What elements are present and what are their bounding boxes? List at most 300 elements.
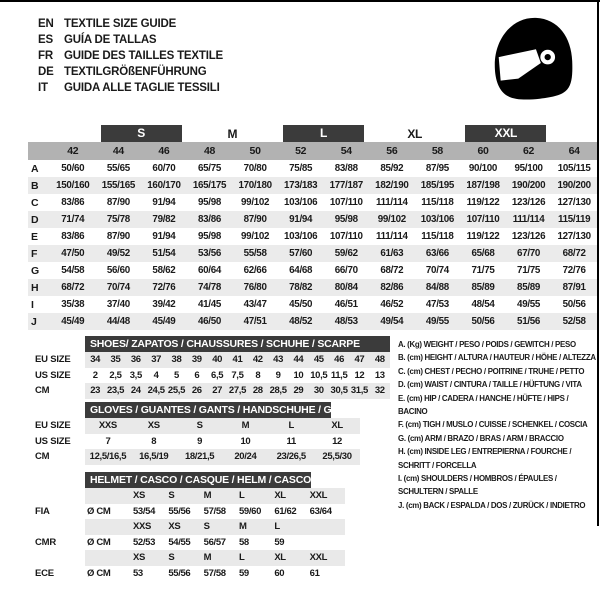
- language-row: [38, 80, 223, 96]
- textile-cell: 95/98: [334, 214, 358, 225]
- textile-size-table: [28, 125, 597, 330]
- textile-cell: 51/54: [152, 248, 176, 259]
- textile-column-header: 56: [386, 145, 398, 157]
- textile-column-header: 54: [340, 145, 352, 157]
- helmet-rows: [85, 488, 345, 581]
- helmet-size-value: 61: [309, 567, 320, 579]
- legend-item: E. (cm) HIP / CADERA / HANCHE / HÜFTE / HIPS / BACINO: [398, 393, 569, 417]
- shoes-size-cell: 27: [212, 385, 223, 397]
- language-code: IT: [38, 82, 48, 94]
- textile-cell: 46/51: [334, 299, 358, 310]
- textile-cell: 82/86: [380, 282, 404, 293]
- helmet-size-value: 56/57: [203, 536, 226, 548]
- textile-cell: 173/183: [284, 180, 318, 191]
- helmet-size-value: 60: [274, 567, 285, 579]
- helmet-size-value: 52/53: [133, 536, 156, 548]
- shoes-size-cell: 40: [212, 354, 223, 366]
- helmet-size-value: 54/55: [168, 536, 191, 548]
- textile-cell: 60/70: [152, 163, 176, 174]
- shoes-size-row: [85, 352, 390, 368]
- shoes-size-cell: 10,5: [310, 369, 328, 381]
- gloves-size-cell: S: [196, 420, 203, 432]
- size-group-xl: XL: [407, 126, 423, 141]
- textile-cell: 83/86: [61, 197, 85, 208]
- textile-cell: 111/114: [375, 231, 408, 242]
- textile-cell: 75/78: [106, 214, 130, 225]
- textile-cell: 91/94: [152, 197, 176, 208]
- textile-cell: 51/56: [517, 316, 541, 327]
- gloves-size-cell: XXS: [98, 420, 117, 432]
- legend-item: C. (cm) CHEST / PECHO / POITRINE / TRUHE / PETTO: [398, 366, 585, 376]
- textile-cell: 49/55: [425, 316, 449, 327]
- textile-row-j: [28, 313, 597, 330]
- helmet-size-header: S: [168, 490, 175, 502]
- textile-cell: 85/89: [517, 282, 541, 293]
- textile-row-b: [28, 177, 597, 194]
- shoes-size-cell: 35: [110, 354, 121, 366]
- helmet-size-value: 59: [274, 536, 285, 548]
- textile-cell: 63/66: [425, 248, 449, 259]
- language-row: [38, 16, 223, 32]
- textile-cell: 58/62: [152, 265, 176, 276]
- textile-row-label: I: [31, 298, 34, 311]
- textile-cell: 177/187: [329, 180, 363, 191]
- gloves-size-cell: 11: [286, 435, 296, 447]
- shoes-size-cell: 44: [293, 354, 304, 366]
- textile-cell: 127/130: [557, 197, 591, 208]
- gloves-size-cell: 20/24: [234, 451, 257, 463]
- shoes-size-cell: 3,5: [129, 369, 142, 381]
- textile-cell: 78/82: [289, 282, 313, 293]
- textile-cell: 71/75: [517, 265, 541, 276]
- shoes-size-cell: 26: [191, 385, 202, 397]
- textile-cell: 91/94: [289, 214, 313, 225]
- textile-cell: 87/90: [106, 197, 130, 208]
- textile-cell: 72/76: [562, 265, 586, 276]
- gloves-size-row: [85, 434, 360, 450]
- textile-cell: 50/60: [61, 163, 85, 174]
- size-group-xxl: [460, 125, 551, 142]
- textile-cell: 49/55: [517, 299, 541, 310]
- helmet-title: HELMET / CASCO / CASQUE / HELM / CASCO: [85, 472, 311, 488]
- language-row: [38, 48, 223, 64]
- textile-cell: 99/102: [241, 197, 270, 208]
- shoes-size-cell: 9: [275, 369, 281, 381]
- helmet-size-header: M: [203, 552, 212, 564]
- textile-cell: 70/74: [425, 265, 449, 276]
- shoes-size-cell: 12: [354, 369, 365, 381]
- textile-cell: 85/92: [380, 163, 404, 174]
- textile-column-header: 62: [523, 145, 535, 157]
- helmet-size-header: L: [238, 490, 245, 502]
- standard-label-fia: FIA: [35, 505, 50, 517]
- textile-cell: 107/110: [329, 197, 363, 208]
- shoes-rows: [85, 352, 390, 399]
- size-group-bar: L: [283, 125, 364, 142]
- helmet-size-value: 53: [133, 567, 143, 579]
- language-row: [38, 32, 223, 48]
- shoes-size-cell: 43: [273, 354, 284, 366]
- textile-cell: 119/122: [466, 197, 500, 208]
- gloves-size-cell: 12: [332, 435, 342, 447]
- gloves-size-cell: 18/21,5: [184, 451, 215, 463]
- legend-item: G. (cm) ARM / BRAZO / BRAS / ARM / BRACCIO: [398, 433, 564, 443]
- textile-cell: 111/114: [375, 197, 408, 208]
- textile-cell: 53/56: [198, 248, 222, 259]
- helmet-size-value: 55/56: [168, 505, 191, 517]
- helmet-size-header: XS: [133, 552, 145, 564]
- gloves-title: GLOVES / GUANTES / GANTS / HANDSCHUHE / GUANTI: [85, 402, 331, 418]
- textile-cell: 105/115: [557, 163, 591, 174]
- textile-row-i: [28, 296, 597, 313]
- helmet-size-value: 59/60: [238, 505, 262, 517]
- textile-row-e: [28, 228, 597, 245]
- textile-cell: 83/88: [334, 163, 358, 174]
- textile-row-d: [28, 211, 597, 228]
- textile-cell: 87/90: [243, 214, 267, 225]
- textile-cell: 115/118: [421, 197, 454, 208]
- gloves-rows: [85, 418, 360, 465]
- textile-cell: 75/85: [289, 163, 313, 174]
- textile-group-row: [28, 125, 597, 142]
- textile-cell: 160/170: [147, 180, 181, 191]
- helmet-value-row: [85, 504, 345, 520]
- textile-cell: 115/119: [558, 214, 591, 225]
- size-group-m: M: [227, 126, 238, 141]
- textile-cell: 46/50: [198, 316, 222, 327]
- textile-cell: 60/64: [198, 265, 222, 276]
- textile-cell: 95/98: [198, 231, 222, 242]
- textile-cell: 187/198: [466, 180, 500, 191]
- helmet-size-value: 53/54: [133, 505, 156, 517]
- gloves-size-row: [85, 418, 360, 434]
- textile-row-h: [28, 279, 597, 296]
- shoes-size-cell: 11,5: [330, 369, 348, 381]
- gloves-size-cell: 12,5/16,5: [89, 451, 127, 463]
- helmet-value-row: [85, 566, 345, 582]
- helmet-size-value: 61/62: [274, 505, 297, 517]
- textile-cell: 48/53: [334, 316, 358, 327]
- size-group-bar: XXL: [465, 125, 546, 142]
- textile-row-label: D: [31, 213, 39, 226]
- textile-cell: 83/86: [198, 214, 222, 225]
- textile-cell: 39/42: [152, 299, 176, 310]
- gloves-size-row: [85, 449, 360, 465]
- helmet-table: [85, 472, 345, 581]
- shoes-table: [85, 336, 390, 399]
- textile-cell: 65/68: [471, 248, 495, 259]
- gloves-size-cell: 10: [240, 435, 251, 447]
- textile-row-f: [28, 245, 597, 262]
- gloves-size-cell: 8: [151, 435, 157, 447]
- shoes-size-cell: 45: [313, 354, 324, 366]
- textile-cell: 35/38: [61, 299, 85, 310]
- diameter-unit-label: Ø CM: [87, 567, 111, 579]
- textile-cell: 47/51: [243, 316, 267, 327]
- shoes-title: SHOES/ ZAPATOS / CHAUSSURES / SCHUHE / SCARPE: [85, 336, 390, 352]
- shoes-size-cell: 30,5: [330, 385, 348, 397]
- textile-cell: 41/45: [198, 299, 222, 310]
- gloves-size-cell: XL: [331, 420, 343, 432]
- legend-item: J. (cm) BACK / ESPALDA / DOS / ZURÜCK / INDIETRO: [398, 500, 586, 510]
- textile-cell: 165/175: [192, 180, 227, 191]
- shoes-row-labels: [28, 336, 85, 399]
- textile-cell: 91/94: [152, 231, 176, 242]
- shoes-size-row: [85, 383, 390, 399]
- language-title: GUIDE DES TAILLES TEXTILE: [64, 50, 223, 62]
- shoes-size-cell: 27,5: [228, 385, 246, 397]
- textile-cell: 44/48: [106, 316, 130, 327]
- language-code: EN: [38, 18, 54, 30]
- helmet-size-header: M: [203, 490, 212, 502]
- helmet-size-value: 57/58: [203, 505, 226, 517]
- helmet-row-labels: [28, 472, 85, 581]
- gloves-size-cell: XS: [147, 420, 160, 432]
- textile-row-label: J: [31, 315, 37, 328]
- textile-cell: 47/50: [61, 248, 85, 259]
- shoes-size-cell: 7,5: [231, 369, 244, 381]
- gloves-row-labels: [28, 402, 85, 465]
- language-code: ES: [38, 34, 53, 46]
- shoes-size-cell: 38: [171, 354, 182, 366]
- textile-cell: 64/68: [289, 265, 313, 276]
- textile-cell: 182/190: [375, 180, 409, 191]
- textile-column-header: 64: [568, 145, 580, 157]
- shoes-size-cell: 2: [92, 369, 98, 381]
- language-title: TEXTILGRÖßENFÜHRUNG: [64, 66, 207, 78]
- shoes-size-cell: 23,5: [106, 385, 125, 397]
- textile-row-label: H: [31, 281, 39, 294]
- textile-cell: 155/165: [101, 180, 136, 191]
- textile-row-c: [28, 194, 597, 211]
- helmet-size-header: L: [274, 521, 280, 533]
- language-code: FR: [38, 50, 53, 62]
- shoes-size-cell: 6: [194, 369, 200, 381]
- standard-label-cmr: CMR: [35, 536, 57, 548]
- textile-cell: 90/100: [468, 163, 498, 174]
- standard-label-ece: ECE: [35, 567, 54, 579]
- shoes-size-row: [85, 368, 390, 384]
- textile-cell: 95/98: [198, 197, 222, 208]
- gloves-row-label: US SIZE: [35, 435, 71, 447]
- shoes-size-cell: 24,5: [147, 385, 165, 397]
- textile-cell: 79/82: [152, 214, 176, 225]
- textile-cell: 107/110: [466, 214, 500, 225]
- language-title: TEXTILE SIZE GUIDE: [64, 18, 177, 30]
- language-title: GUIDA ALLE TAGLIE TESSILI: [64, 82, 220, 94]
- shoes-size-cell: 41: [232, 354, 243, 366]
- textile-cell: 83/86: [61, 231, 85, 242]
- legend-item: F. (cm) TIGH / MUSLO / CUISSE / SCHENKEL / COSCIA: [398, 420, 588, 430]
- helmet-size-header: S: [203, 521, 210, 533]
- textile-column-header: 58: [431, 145, 443, 157]
- textile-cell: 111/114: [512, 214, 545, 225]
- textile-cell: 55/65: [106, 163, 130, 174]
- helmet-size-header-row: [85, 488, 345, 504]
- shoes-size-cell: 46: [334, 354, 345, 366]
- textile-row-label: G: [31, 264, 39, 277]
- shoes-size-cell: 30: [313, 385, 324, 397]
- textile-cell: 119/122: [466, 231, 500, 242]
- racing-helmet-icon: [483, 12, 583, 110]
- helmet-size-header-row: [85, 550, 345, 566]
- textile-cell: 54/58: [61, 265, 85, 276]
- textile-cell: 87/90: [106, 231, 130, 242]
- helmet-size-header: L: [238, 552, 245, 564]
- textile-cell: 52/58: [562, 316, 586, 327]
- textile-cell: 70/80: [243, 163, 267, 174]
- textile-cell: 76/80: [243, 282, 267, 293]
- language-code: DE: [38, 66, 54, 78]
- gloves-size-cell: M: [241, 420, 250, 432]
- gloves-table: [85, 402, 363, 465]
- textile-row-a: [28, 160, 597, 177]
- textile-column-header: 42: [67, 145, 79, 157]
- textile-cell: 170/180: [238, 180, 272, 191]
- legend-item: D. (cm) WAIST / CINTURA / TAILLE / HÜFTUNG / VITA: [398, 380, 582, 390]
- shoes-size-cell: 48: [374, 354, 385, 366]
- helmet-value-row: [85, 535, 345, 551]
- textile-cell: 68/72: [562, 248, 586, 259]
- textile-cell: 48/52: [289, 316, 313, 327]
- diameter-unit-label: Ø CM: [87, 536, 111, 548]
- textile-row-label: A: [31, 162, 39, 175]
- helmet-size-header: XL: [274, 490, 286, 502]
- textile-cell: 87/91: [562, 282, 586, 293]
- textile-cell: 46/52: [380, 299, 404, 310]
- textile-cell: 37/40: [106, 299, 130, 310]
- shoes-size-cell: 37: [151, 354, 162, 366]
- textile-cell: 66/70: [334, 265, 358, 276]
- shoes-size-cell: 28,5: [269, 385, 287, 397]
- textile-cell: 95/100: [514, 163, 543, 174]
- textile-cell: 84/88: [425, 282, 449, 293]
- textile-cell: 150/160: [56, 180, 90, 191]
- textile-cell: 55/58: [243, 248, 267, 259]
- gloves-size-cell: 25,5/30: [322, 451, 352, 463]
- textile-cell: 74/78: [198, 282, 222, 293]
- textile-cell: 127/130: [557, 231, 591, 242]
- textile-cell: 71/75: [471, 265, 495, 276]
- language-title: GUÍA DE TALLAS: [64, 34, 157, 46]
- textile-cell: 45/49: [152, 316, 176, 327]
- legend-item: I. (cm) SHOULDERS / HOMBROS / ÉPAULES / SCHULTERN / SPALLE: [398, 474, 557, 497]
- helmet-size-header: XXL: [309, 552, 328, 564]
- helmet-size-header: XS: [168, 521, 181, 533]
- textile-cell: 43/47: [243, 299, 267, 310]
- gloves-size-cell: 7: [105, 435, 111, 447]
- textile-cell: 123/126: [511, 197, 546, 208]
- textile-row-label: F: [31, 247, 38, 260]
- textile-cell: 107/110: [329, 231, 363, 242]
- textile-cell: 45/49: [61, 316, 85, 327]
- helmet-size-header: XL: [274, 552, 286, 564]
- textile-row-label: B: [31, 179, 39, 192]
- shoes-size-cell: 36: [130, 354, 141, 366]
- measurement-legend: [398, 338, 598, 512]
- shoes-size-cell: 42: [252, 354, 263, 366]
- shoes-row-label: CM: [35, 385, 50, 396]
- helmet-size-value: 55/56: [168, 567, 191, 579]
- textile-cell: 65/75: [198, 163, 222, 174]
- shoes-size-cell: 34: [90, 354, 101, 366]
- textile-cell: 80/84: [334, 282, 358, 293]
- textile-cell: 103/106: [420, 214, 455, 225]
- textile-cell: 68/72: [61, 282, 85, 293]
- textile-cell: 71/74: [61, 214, 85, 225]
- shoes-size-cell: 5: [174, 369, 179, 381]
- shoes-size-cell: 24: [130, 385, 141, 397]
- helmet-size-header: XS: [133, 490, 145, 502]
- shoes-size-cell: 29: [293, 385, 304, 397]
- textile-cell: 61/63: [380, 248, 404, 259]
- legend-item: A. (Kg) WEIGHT / PESO / POIDS / GEWITCH / PESO: [398, 340, 576, 349]
- textile-cell: 57/60: [289, 248, 313, 259]
- textile-cell: 99/102: [377, 214, 406, 225]
- textile-cell: 123/126: [511, 231, 546, 242]
- shoes-size-cell: 47: [354, 354, 365, 366]
- textile-cell: 67/70: [517, 248, 541, 259]
- gloves-size-cell: 23/26,5: [276, 451, 306, 463]
- language-title-list: [38, 16, 223, 96]
- textile-cell: 49/54: [380, 316, 404, 327]
- gloves-row-label: CM: [35, 451, 50, 462]
- textile-cell: 56/60: [106, 265, 130, 276]
- helmet-size-header: XXS: [133, 521, 151, 533]
- shoes-row-label: EU SIZE: [35, 354, 71, 365]
- shoes-section: [28, 336, 390, 399]
- textile-cell: 185/195: [420, 180, 455, 191]
- shoes-size-cell: 6,5: [211, 369, 224, 381]
- textile-cell: 190/200: [511, 180, 546, 191]
- size-group-l: [278, 125, 369, 142]
- legend-item: H. (cm) INSIDE LEG / ENTREPIERNA / FOURCHE / SCHRITT / FORCELLA: [398, 447, 572, 470]
- helmet-size-header: XXL: [309, 490, 328, 502]
- gloves-size-cell: 9: [197, 435, 203, 447]
- textile-cell: 48/54: [471, 299, 495, 310]
- textile-cell: 72/76: [152, 282, 176, 293]
- helmet-size-value: 63/64: [309, 505, 332, 517]
- textile-cell: 50/56: [562, 299, 586, 310]
- textile-column-header: 48: [203, 145, 216, 157]
- helmet-section: [28, 472, 345, 581]
- shoes-size-cell: 31,5: [350, 385, 368, 397]
- shoes-size-cell: 23: [90, 385, 101, 397]
- helmet-size-value: 59: [238, 567, 249, 579]
- language-row: [38, 64, 223, 80]
- gloves-section: [28, 402, 363, 465]
- textile-column-header: 44: [112, 145, 124, 157]
- textile-cell: 68/72: [380, 265, 404, 276]
- shoes-size-cell: 13: [374, 369, 385, 381]
- helmet-size-header: S: [168, 552, 175, 564]
- gloves-row-label: EU SIZE: [35, 420, 71, 431]
- shoes-size-cell: 4: [153, 369, 159, 381]
- textile-cell: 47/53: [425, 299, 449, 310]
- textile-column-header: 50: [249, 145, 261, 157]
- textile-cell: 70/74: [106, 282, 130, 293]
- textile-columns-row: [28, 142, 597, 160]
- shoes-size-cell: 39: [191, 354, 202, 366]
- textile-cell: 87/95: [425, 163, 449, 174]
- textile-row-label: C: [31, 196, 39, 209]
- size-group-s: [96, 125, 187, 142]
- textile-cell: 190/200: [557, 180, 591, 191]
- diameter-unit-label: Ø CM: [87, 505, 111, 517]
- textile-cell: 115/118: [421, 231, 454, 242]
- shoes-size-cell: 8: [255, 369, 261, 381]
- textile-cell: 99/102: [241, 231, 270, 242]
